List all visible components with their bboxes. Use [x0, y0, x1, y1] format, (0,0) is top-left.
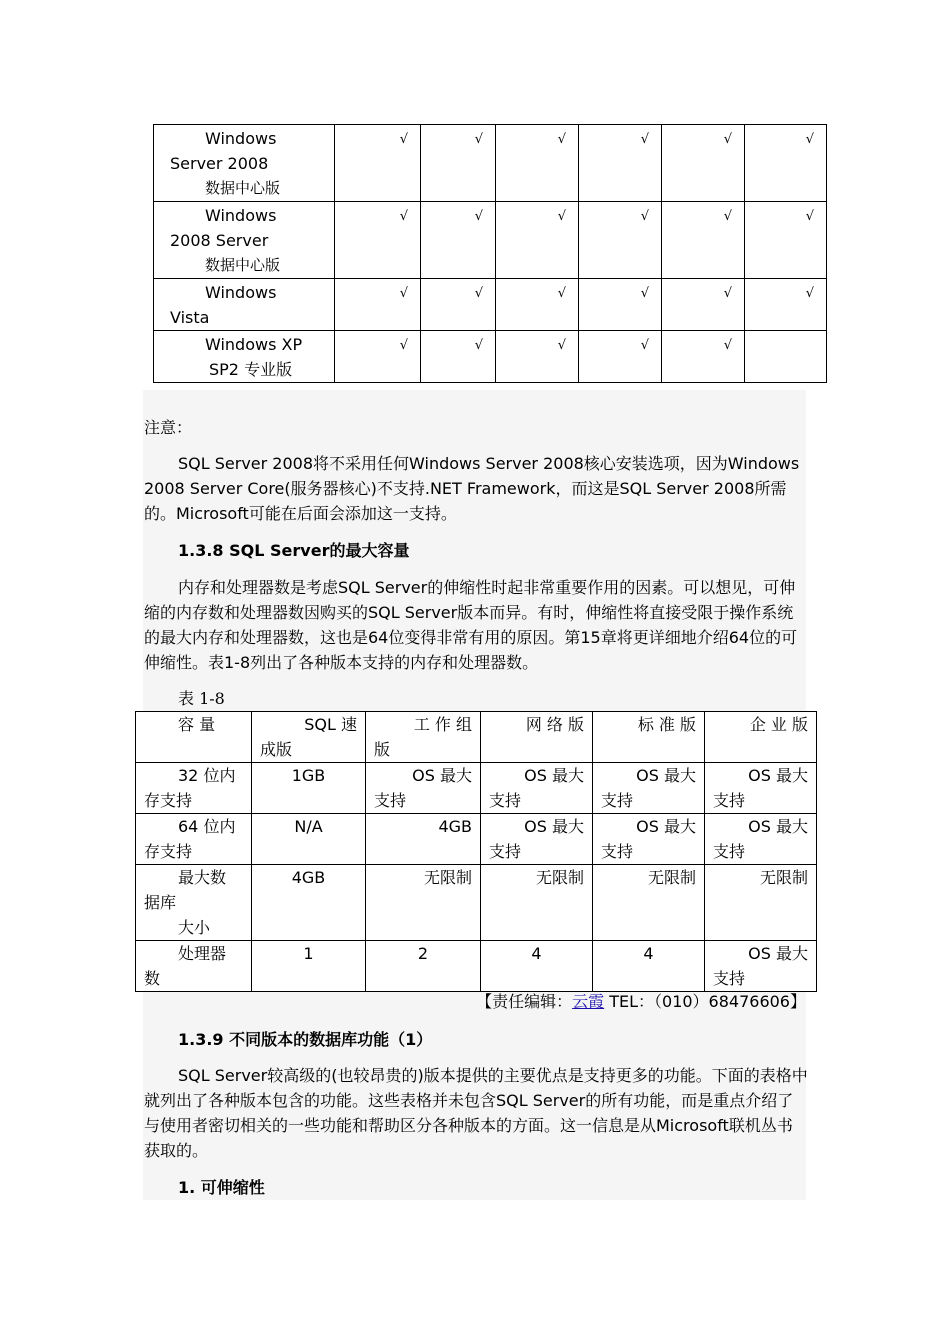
check-mark: √	[723, 209, 732, 224]
capacity-label-line: 存支持	[144, 791, 193, 810]
os-check-cell	[745, 202, 827, 279]
os-check-cell	[579, 331, 662, 383]
value-line-1: 4	[643, 944, 654, 963]
capacity-value-cell	[705, 941, 817, 992]
value-line-1: 1GB	[291, 766, 326, 785]
capacity-header-cell	[136, 712, 252, 763]
table-caption: 表 1-8	[178, 689, 225, 708]
value-line-1: 4	[531, 944, 542, 963]
check-mark: √	[640, 286, 649, 301]
header-line-1: 网 络 版	[525, 715, 584, 734]
value-line-1: 2	[417, 944, 429, 963]
subheading-scalability: 1. 可伸缩性	[178, 1178, 265, 1197]
value-line-2: 支持	[601, 842, 634, 861]
capacity-label-cell	[136, 941, 252, 992]
os-name-cell	[154, 125, 335, 202]
capacity-label-line: 存支持	[144, 842, 193, 861]
check-mark: √	[474, 209, 483, 224]
value-line-2: 支持	[713, 969, 746, 988]
capacity-row	[136, 865, 817, 941]
value-line-1: OS 最大	[748, 817, 808, 836]
capacity-label-line: 数	[144, 969, 161, 988]
os-check-cell	[496, 331, 579, 383]
header-line-2: 版	[374, 740, 391, 759]
capacity-value-cell	[593, 865, 705, 941]
os-check-cell	[421, 202, 496, 279]
value-line-2: 支持	[374, 791, 407, 810]
os-check-cell	[745, 279, 827, 331]
check-mark: √	[557, 132, 566, 147]
capacity-row	[136, 814, 817, 865]
os-check-cell	[496, 125, 579, 202]
os-check-cell	[662, 331, 745, 383]
os-check-cell	[579, 202, 662, 279]
os-table-row	[154, 125, 827, 202]
check-mark: √	[805, 132, 814, 147]
capacity-value-cell	[252, 865, 366, 941]
os-check-cell	[745, 125, 827, 202]
os-name-line: SP2 专业版	[209, 360, 293, 379]
os-check-cell	[662, 202, 745, 279]
capacity-label-cell	[136, 865, 252, 941]
value-line-1: 无限制	[759, 868, 808, 887]
os-check-cell	[421, 125, 496, 202]
section-139-heading: 1.3.9 不同版本的数据库功能（1）	[178, 1030, 433, 1049]
capacity-header-cell	[366, 712, 481, 763]
os-check-cell	[662, 279, 745, 331]
capacity-value-cell	[593, 763, 705, 814]
os-check-cell	[335, 279, 421, 331]
os-name-line: Windows	[205, 129, 277, 148]
os-check-cell	[745, 331, 827, 383]
value-line-1: OS 最大	[524, 766, 584, 785]
os-check-cell	[579, 125, 662, 202]
header-line-1: 容 量	[178, 715, 216, 734]
value-line-1: N/A	[294, 817, 323, 836]
capacity-row	[136, 763, 817, 814]
os-table-row	[154, 279, 827, 331]
header-line-1: 标 准 版	[637, 715, 696, 734]
value-line-2: 支持	[489, 791, 522, 810]
os-check-cell	[421, 331, 496, 383]
os-name-cell	[154, 279, 335, 331]
os-table-row	[154, 331, 827, 383]
value-line-2: 支持	[489, 842, 522, 861]
os-table-row	[154, 202, 827, 279]
note-label: 注意：	[144, 418, 193, 437]
capacity-header-cell	[252, 712, 366, 763]
editor-prefix: 【责任编辑：	[476, 992, 573, 1011]
header-line-1: 工 作 组	[413, 715, 472, 734]
capacity-label-cell	[136, 814, 252, 865]
capacity-header-cell	[593, 712, 705, 763]
value-line-1: 无限制	[647, 868, 696, 887]
capacity-value-cell	[705, 763, 817, 814]
check-mark: √	[474, 338, 483, 353]
section-139-body: SQL Server较高级的(也较昂贵的)版本提供的主要优点是支持更多的功能。下面的表格中就列出了各种版本包含的功能。这些表格并未包含SQL Server的所有功能，而是重点介绍了与使用者密切相关的一些功能和帮助区分各种版本的方面。这一信息是从Microsoft联机丛书获取的。	[144, 1066, 808, 1160]
capacity-label-line: 处理器	[178, 944, 227, 963]
capacity-header-cell	[481, 712, 593, 763]
value-line-2: 支持	[601, 791, 634, 810]
capacity-header-cell	[705, 712, 817, 763]
os-name-line: 数据中心版	[205, 179, 281, 197]
os-name-cell	[154, 202, 335, 279]
capacity-value-cell	[366, 814, 481, 865]
check-mark: √	[640, 338, 649, 353]
capacity-label-line: 据库	[144, 893, 177, 912]
check-mark: √	[723, 286, 732, 301]
capacity-value-cell	[593, 941, 705, 992]
os-check-cell	[579, 279, 662, 331]
capacity-value-cell	[593, 814, 705, 865]
check-mark: √	[557, 209, 566, 224]
header-line-1: 企 业 版	[749, 715, 808, 734]
capacity-header-row	[136, 712, 817, 763]
os-name-line: Vista	[170, 308, 210, 327]
capacity-value-cell	[252, 763, 366, 814]
value-line-1: 4GB	[438, 817, 472, 836]
check-mark: √	[557, 338, 566, 353]
os-check-cell	[335, 125, 421, 202]
os-name-line: 2008 Server	[170, 231, 269, 250]
value-line-2: 支持	[713, 791, 746, 810]
capacity-label-line: 大小	[178, 918, 211, 937]
check-mark: √	[805, 286, 814, 301]
os-name-line: Windows	[205, 283, 277, 302]
header-line-2: 成版	[260, 740, 293, 759]
check-mark: √	[805, 209, 814, 224]
capacity-label-line: 64 位内	[178, 817, 236, 836]
os-check-cell	[421, 279, 496, 331]
editor-suffix: TEL：（010）68476606】	[604, 992, 806, 1011]
capacity-label-cell	[136, 763, 252, 814]
os-name-line: Windows XP	[205, 335, 303, 354]
check-mark: √	[399, 286, 408, 301]
check-mark: √	[557, 286, 566, 301]
capacity-value-cell	[481, 814, 593, 865]
section-138-body: 内存和处理器数是考虑SQL Server的伸缩性时起非常重要作用的因素。可以想见，可伸缩的内存数和处理器数因购买的SQL Server版本而异。有时，伸缩性将直接受限于操作系统的最大内存和处理器数，这也是64位变得非常有用的原因。第15章将更详细地介绍64位的可伸缩性。表1-8列出了各种版本支持的内存和处理器数。	[144, 578, 798, 672]
capacity-label-line: 32 位内	[178, 766, 236, 785]
capacity-value-cell	[252, 941, 366, 992]
value-line-1: 无限制	[423, 868, 472, 887]
os-name-line: Server 2008	[170, 154, 269, 173]
editor-credit	[440, 989, 806, 1012]
value-line-1: 4GB	[291, 868, 326, 887]
check-mark: √	[474, 132, 483, 147]
capacity-label-line: 最大数	[178, 868, 227, 887]
capacity-row	[136, 941, 817, 992]
capacity-value-cell	[366, 763, 481, 814]
check-mark: √	[399, 132, 408, 147]
os-check-cell	[335, 331, 421, 383]
capacity-value-cell	[366, 941, 481, 992]
os-check-cell	[335, 202, 421, 279]
check-mark: √	[640, 132, 649, 147]
value-line-1: OS 最大	[748, 766, 808, 785]
check-mark: √	[640, 209, 649, 224]
capacity-value-cell	[366, 865, 481, 941]
value-line-1: OS 最大	[748, 944, 808, 963]
value-line-1: OS 最大	[636, 817, 696, 836]
editor-link[interactable]: 云霞	[572, 992, 605, 1011]
value-line-1: OS 最大	[412, 766, 472, 785]
value-line-1: 无限制	[535, 868, 584, 887]
note-body: SQL Server 2008将不采用任何Windows Server 2008核心安装选项，因为Windows 2008 Server Core(服务器核心)不支持.NET Framework，而这是SQL Server 2008所需的。Microsoft可能在后面会添加这一支持。	[144, 454, 800, 523]
value-line-2: 支持	[713, 842, 746, 861]
os-name-line: 数据中心版	[205, 256, 281, 274]
capacity-value-cell	[705, 865, 817, 941]
check-mark: √	[399, 338, 408, 353]
capacity-value-cell	[481, 763, 593, 814]
os-check-cell	[662, 125, 745, 202]
os-support-table	[153, 124, 827, 383]
os-check-cell	[496, 279, 579, 331]
check-mark: √	[474, 286, 483, 301]
os-check-cell	[496, 202, 579, 279]
check-mark: √	[723, 338, 732, 353]
os-name-line: Windows	[205, 206, 277, 225]
capacity-table	[135, 711, 817, 992]
header-line-1: SQL 速	[304, 715, 357, 734]
capacity-value-cell	[705, 814, 817, 865]
check-mark: √	[399, 209, 408, 224]
section-138-heading: 1.3.8 SQL Server的最大容量	[178, 541, 410, 560]
capacity-value-cell	[252, 814, 366, 865]
check-mark: √	[723, 132, 732, 147]
os-name-cell	[154, 331, 335, 383]
value-line-1: OS 最大	[636, 766, 696, 785]
value-line-1: OS 最大	[524, 817, 584, 836]
value-line-1: 1	[303, 944, 314, 963]
capacity-value-cell	[481, 865, 593, 941]
capacity-value-cell	[481, 941, 593, 992]
